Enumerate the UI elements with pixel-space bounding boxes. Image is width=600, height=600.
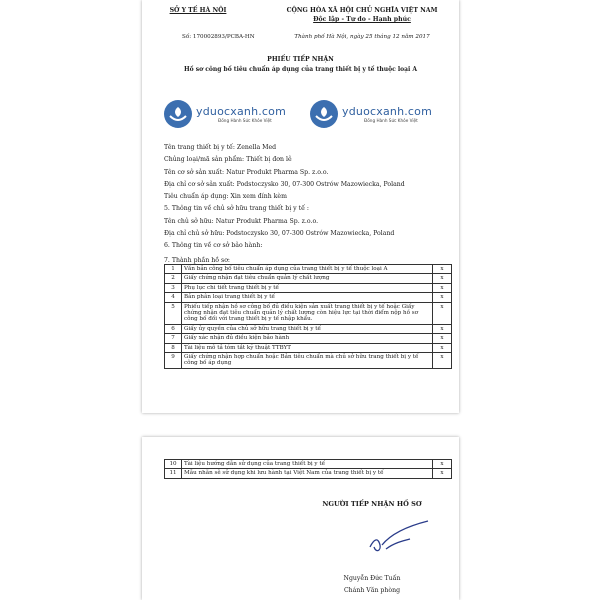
- issuing-org: SỞ Y TẾ HÀ NỘI: [169, 7, 227, 14]
- field-owner-address: Địa chỉ chủ sở hữu: Podstoczysko 30, 07-300 Ostrów Mazowiecka, Poland: [164, 230, 395, 237]
- document-title: PHIẾU TIẾP NHẬN: [267, 56, 334, 63]
- field-owner-heading: 5. Thông tin về chủ sở hữu trang thiết bị y tế :: [164, 205, 309, 212]
- leaf-hands-icon: [310, 100, 338, 128]
- table-row: 7 Giấy xác nhận đủ điều kiện bảo hành x: [165, 334, 452, 343]
- documents-table-continued: [164, 459, 452, 479]
- watermark-logo: [164, 100, 286, 128]
- document-number: Số: 170002893/PCBA-HN: [182, 34, 255, 40]
- watermark-logo: [310, 100, 432, 128]
- leaf-hands-icon: [164, 100, 192, 128]
- documents-table: [164, 264, 452, 369]
- field-manufacturer-address: Địa chỉ cơ sở sản xuất: Podstoczysko 30, 07-300 Ostrów Mazowiecka, Poland: [164, 181, 405, 188]
- watermark-slogan: Đồng Hành Sức Khỏe Việt: [364, 118, 418, 123]
- field-owner-name: Tên chủ sở hữu: Natur Produkt Pharma Sp. z.o.o.: [164, 218, 319, 225]
- watermark-name: yduocxanh.com: [196, 105, 287, 118]
- table-row: 5 Phiếu tiếp nhận hồ sơ công bố đủ điều kiện sản xuất trang thiết bị y tế hoặc Giấy chứng nhận đạt tiêu chuẩn quản lý chất lượng còn hiệu lực tại thời điểm nộp hồ sơ công bố đối với trang thiết bị y tế nhập khẩu. x: [165, 302, 452, 324]
- receiver-role: Chánh Văn phòng: [343, 587, 401, 594]
- field-warranty-heading: 6. Thông tin về cơ sở bảo hành:: [164, 242, 263, 249]
- issue-date: Thành phố Hà Nội, ngày 25 tháng 12 năm 2017: [294, 34, 430, 40]
- field-documents-heading: 7. Thành phần hồ sơ:: [164, 257, 231, 264]
- document-page-2: [142, 437, 459, 600]
- table-row: 3 Phụ lục chi tiết trang thiết bị y tế x: [165, 283, 452, 292]
- table-row: 6 Giấy ủy quyền của chủ sở hữu trang thiết bị y tế x: [165, 324, 452, 333]
- field-product-type: Chủng loại/mã sản phẩm: Thiết bị đơn lẻ: [164, 156, 292, 163]
- table-row: 11 Mẫu nhãn sẽ sử dụng khi lưu hành tại Việt Nam của trang thiết bị y tế x: [165, 469, 452, 478]
- table-row: 2 Giấy chứng nhận đạt tiêu chuẩn quản lý chất lượng x: [165, 274, 452, 283]
- table-row: 10 Tài liệu hướng dẫn sử dụng của trang thiết bị y tế x: [165, 460, 452, 469]
- watermark-name: yduocxanh.com: [342, 105, 433, 118]
- table-row: 1 Văn bản công bố tiêu chuẩn áp dụng của trang thiết bị y tế thuộc loại A x: [165, 265, 452, 274]
- document-subtitle: Hồ sơ công bố tiêu chuẩn áp dụng của trang thiết bị y tế thuộc loại A: [183, 66, 418, 73]
- country-name: CỘNG HÒA XÃ HỘI CHỦ NGHĨA VIỆT NAM: [286, 7, 438, 14]
- table-row: 8 Tài liệu mô tả tóm tắt kỹ thuật TTBYT x: [165, 343, 452, 352]
- receiver-heading: NGƯỜI TIẾP NHẬN HỒ SƠ: [322, 500, 422, 508]
- table-row: 9 Giấy chứng nhận hợp chuẩn hoặc Bản tiêu chuẩn mà chủ sở hữu trang thiết bị y tế công bố áp dụng x: [165, 353, 452, 369]
- receiver-name: Nguyễn Đức Tuấn: [343, 575, 401, 582]
- table-row: 4 Bản phân loại trang thiết bị y tế x: [165, 293, 452, 302]
- handwritten-signature: [364, 517, 434, 557]
- watermark-slogan: Đồng Hành Sức Khỏe Việt: [218, 118, 272, 123]
- national-motto: Độc lập - Tự do - Hạnh phúc: [313, 16, 411, 23]
- document-page-1: [142, 0, 459, 413]
- field-standard: Tiêu chuẩn áp dụng: Xin xem đính kèm: [164, 193, 287, 200]
- field-device-name: Tên trang thiết bị y tế: Zenella Med: [164, 144, 277, 151]
- field-manufacturer: Tên cơ sở sản xuất: Natur Produkt Pharma Sp. z.o.o.: [164, 169, 329, 176]
